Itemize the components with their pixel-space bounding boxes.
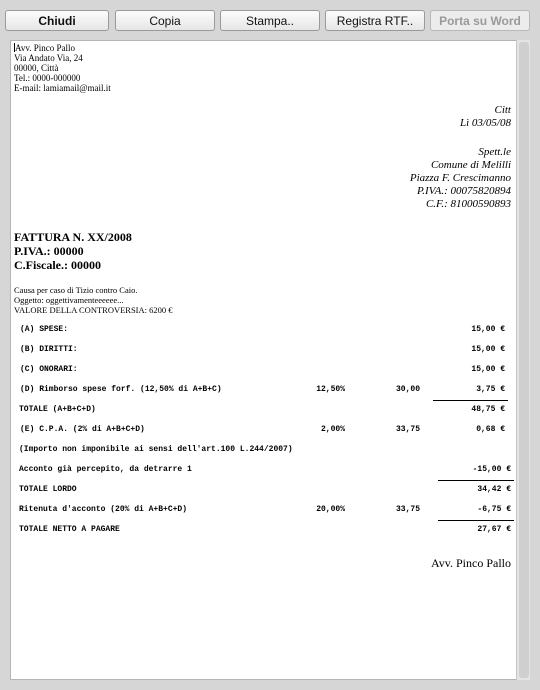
table-row-spese: [11, 325, 517, 337]
document-date: Lì 03/05/08: [459, 117, 511, 129]
recipient-tax-code: C.F.: 81000590893: [425, 198, 511, 210]
row-amount: 0,68 €: [476, 425, 505, 434]
close-button[interactable]: Chiudi: [5, 10, 109, 31]
row-percent: 20,00%: [316, 505, 345, 514]
netto-rule: [438, 520, 514, 521]
place-city: Citt: [494, 104, 511, 116]
toolbar: [0, 0, 540, 38]
row-amount: 3,75 €: [476, 385, 505, 394]
table-row-totale-abcd: [11, 405, 517, 417]
recipient-vat: P.IVA.: 00075820894: [417, 185, 511, 197]
case-value: VALORE DELLA CONTROVERSIA: 6200 €: [14, 305, 173, 315]
row-base: 33,75: [395, 425, 420, 434]
print-button[interactable]: Stampa..: [220, 10, 320, 31]
row-label: (D) Rimborso spese forf. (12,50% di A+B+C): [20, 385, 222, 394]
table-row-cpa: [11, 425, 517, 437]
export-word-button: Porta su Word: [430, 10, 530, 31]
row-label: TOTALE LORDO: [19, 485, 77, 494]
row-amount: 34,42 €: [477, 485, 511, 494]
copy-button[interactable]: Copia: [115, 10, 215, 31]
row-percent: 2,00%: [320, 425, 345, 434]
row-amount: 15,00 €: [471, 345, 505, 354]
table-row-non-imponibile: [11, 445, 517, 457]
row-label: (Importo non imponibile ai sensi dell'art.100 L.244/2007): [19, 445, 293, 454]
table-row-diritti: [11, 345, 517, 357]
vertical-scrollbar[interactable]: [516, 40, 530, 680]
row-label: TOTALE (A+B+C+D): [19, 405, 96, 414]
recipient-block: [410, 146, 511, 211]
row-amount: -15,00 €: [472, 465, 511, 474]
place-date-block: [460, 104, 511, 130]
subtotal-rule: [433, 400, 508, 401]
invoice-number: FATTURA N. XX/2008: [14, 230, 132, 244]
row-label: (E) C.P.A. (2% di A+B+C+D): [20, 425, 145, 434]
table-row-totale-lordo: [11, 485, 517, 497]
row-label: Ritenuta d'acconto (20% di A+B+C+D): [19, 505, 188, 514]
recipient-salutation: Spett.le: [478, 146, 511, 158]
signature: Avv. Pinco Pallo: [431, 556, 511, 570]
scrollbar-thumb[interactable]: [519, 42, 529, 678]
table-row-rimborso: [11, 385, 517, 397]
row-label: (A) SPESE:: [20, 325, 69, 334]
row-base: 30,00: [395, 385, 420, 394]
row-amount: -6,75 €: [477, 505, 511, 514]
table-row-onorari: [11, 365, 517, 377]
recipient-name: Comune di Melilli: [430, 159, 511, 171]
document-view[interactable]: [10, 40, 517, 680]
table-row-ritenuta: [11, 505, 517, 517]
row-amount: 15,00 €: [471, 325, 505, 334]
lordo-rule: [438, 480, 514, 481]
case-cause: Causa per caso di Tizio contro Caio.: [14, 285, 138, 295]
row-amount: 15,00 €: [471, 365, 505, 374]
invoice-tax-code: C.Fiscale.: 00000: [14, 258, 101, 272]
sender-block: [14, 43, 111, 93]
case-details: [14, 285, 173, 315]
invoice-vat: P.IVA.: 00000: [14, 244, 84, 258]
row-label: (C) ONORARI:: [20, 365, 78, 374]
row-label: (B) DIRITTI:: [20, 345, 78, 354]
table-row-totale-netto: [11, 525, 517, 537]
recipient-address: Piazza F. Crescimanno: [409, 172, 511, 184]
save-rtf-button[interactable]: Registra RTF..: [325, 10, 425, 31]
sender-address: Via Andato Via, 24: [14, 53, 83, 63]
row-base: 33,75: [395, 505, 420, 514]
sender-email: E-mail: lamiamail@mail.it: [14, 83, 111, 93]
row-label: TOTALE NETTO A PAGARE: [19, 525, 120, 534]
row-amount: 27,67 €: [477, 525, 511, 534]
table-row-acconto: [11, 465, 517, 477]
invoice-header: [14, 230, 132, 272]
sender-name: Avv. Pinco Pallo: [15, 43, 75, 53]
row-percent: 12,50%: [316, 385, 345, 394]
row-label: Acconto già percepito, da detrarre 1: [19, 465, 192, 474]
case-subject: Oggetto: oggettivamenteeeeee...: [14, 295, 124, 305]
row-amount: 48,75 €: [471, 405, 505, 414]
sender-city: 00000, Città: [14, 63, 59, 73]
sender-phone: Tel.: 0000-000000: [14, 73, 81, 83]
